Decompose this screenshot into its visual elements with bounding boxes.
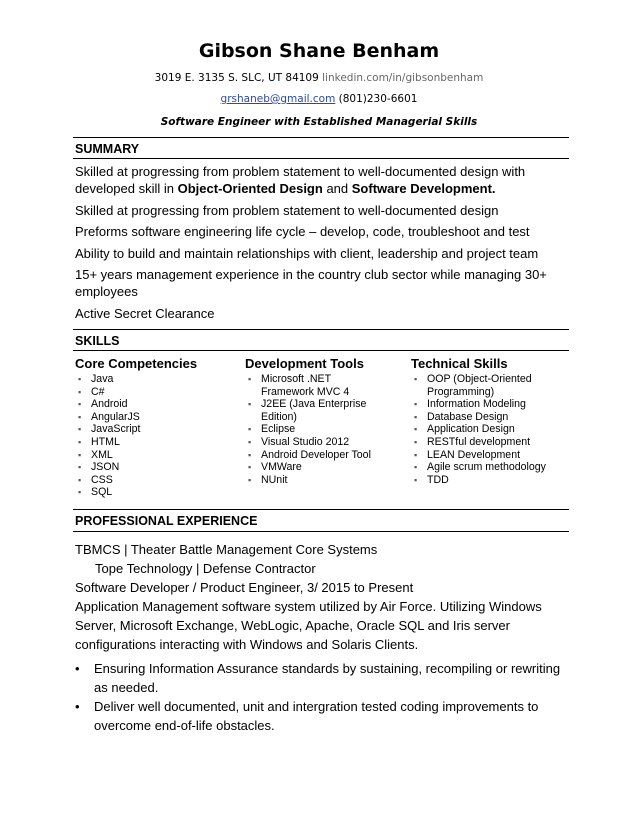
summary-text: and — [322, 181, 352, 196]
section-divider — [73, 137, 569, 138]
summary-paragraph-1 — [75, 163, 565, 197]
section-underline — [73, 350, 569, 351]
bullet-dot-icon: • — [75, 699, 80, 714]
section-divider — [73, 509, 569, 510]
core-competency-item: ▪ HTML — [75, 436, 235, 449]
core-competency-item: ▪ CSS — [75, 474, 235, 487]
core-competency-item: ▪ AngularJS — [75, 411, 235, 424]
technical-skill-item: ▪ Agile scrum methodology — [411, 461, 561, 474]
technical-skill-item: ▪ Application Design — [411, 423, 561, 436]
section-divider — [73, 329, 569, 330]
development-tools-title: Development Tools — [245, 356, 364, 371]
development-tool-item: ▪ Visual Studio 2012 — [245, 436, 380, 449]
tagline: Software Engineer with Established Managerial Skills — [160, 116, 478, 128]
technical-skill-item: ▪ Database Design — [411, 411, 561, 424]
experience-project: TBMCS | Theater Battle Management Core Systems — [75, 542, 378, 557]
bullet-text: Deliver well documented, unit and intergration tested coding improvements to overcome end-of-life obstacles. — [94, 699, 539, 733]
summary-paragraph-6: Active Secret Clearance — [75, 306, 215, 321]
summary-bold-sd: Software Development. — [351, 181, 496, 196]
technical-skill-item: ▪ Information Modeling — [411, 398, 561, 411]
summary-paragraph-5: 15+ years management experience in the country club sector while managing 30+ employees — [75, 267, 547, 299]
core-competency-item: ▪ JavaScript — [75, 423, 235, 436]
summary-bold-ood: Object-Oriented Design — [177, 181, 323, 196]
technical-skill-item: ▪ OOP (Object-Oriented Programming) — [411, 373, 561, 398]
section-underline — [73, 158, 569, 159]
section-underline — [73, 531, 569, 532]
summary-paragraph-4: Ability to build and maintain relationships with client, leadership and project team — [75, 246, 539, 261]
technical-skill-item: ▪ RESTful development — [411, 436, 561, 449]
development-tool-item: ▪ Microsoft .NET Framework MVC 4 — [245, 373, 380, 398]
contact-line — [0, 93, 638, 105]
candidate-name: Gibson Shane Benham — [198, 40, 440, 62]
core-competency-item: ▪ JSON — [75, 461, 235, 474]
summary-paragraph-3: Preforms software engineering life cycle – develop, code, troubleshoot and test — [75, 224, 530, 239]
address-line — [0, 72, 638, 84]
email-link[interactable]: grshaneb@gmail.com — [220, 93, 336, 105]
core-competency-item: ▪ Android — [75, 398, 235, 411]
experience-employer: Tope Technology | Defense Contractor — [95, 561, 316, 576]
core-competencies-list — [75, 373, 235, 499]
skills-heading: SKILLS — [75, 334, 120, 348]
bullet-text: Ensuring Information Assurance standards by sustaining, recompiling or rewriting as needed. — [94, 661, 561, 695]
summary-paragraph-2: Skilled at progressing from problem statement to well-documented design — [75, 203, 499, 218]
technical-skill-item: ▪ TDD — [411, 474, 561, 487]
phone-number: (801)230-6601 — [338, 93, 418, 105]
core-competency-item: ▪ C# — [75, 386, 235, 399]
core-competency-item: ▪ XML — [75, 449, 235, 462]
development-tool-item: ▪ Eclipse — [245, 423, 380, 436]
experience-heading: PROFESSIONAL EXPERIENCE — [75, 514, 258, 528]
core-competencies-title: Core Competencies — [75, 356, 198, 371]
street-address: 3019 E. 3135 S. SLC, UT 84109 — [154, 72, 319, 84]
technical-skill-item: ▪ LEAN Development — [411, 449, 561, 462]
development-tool-item: ▪ J2EE (Java Enterprise Edition) — [245, 398, 380, 423]
technical-skills-title: Technical Skills — [411, 356, 508, 371]
development-tool-item: ▪ Android Developer Tool — [245, 449, 380, 462]
development-tool-item: ▪ NUnit — [245, 474, 380, 487]
core-competency-item: ▪ SQL — [75, 486, 235, 499]
core-competency-item: ▪ Java — [75, 373, 235, 386]
experience-role: Software Developer / Product Engineer, 3/ 2015 to Present — [75, 580, 414, 595]
summary-heading: SUMMARY — [75, 142, 140, 156]
bullet-dot-icon: • — [75, 661, 80, 676]
development-tool-item: ▪ VMWare — [245, 461, 380, 474]
linkedin-url[interactable]: linkedin.com/in/gibsonbenham — [322, 72, 484, 84]
experience-description: Application Management software system utilized by Air Force. Utilizing Windows Server, Microsoft Exchange, WebLogic, Apache, Oracle SQL and Iris server configurations interacting with Windows and Solaris Clients. — [75, 599, 542, 652]
development-tools-list — [245, 373, 380, 486]
summary-text: Skilled at progressing from problem statement to well-documented design with developed skill in — [75, 164, 526, 196]
technical-skills-list — [411, 373, 561, 486]
